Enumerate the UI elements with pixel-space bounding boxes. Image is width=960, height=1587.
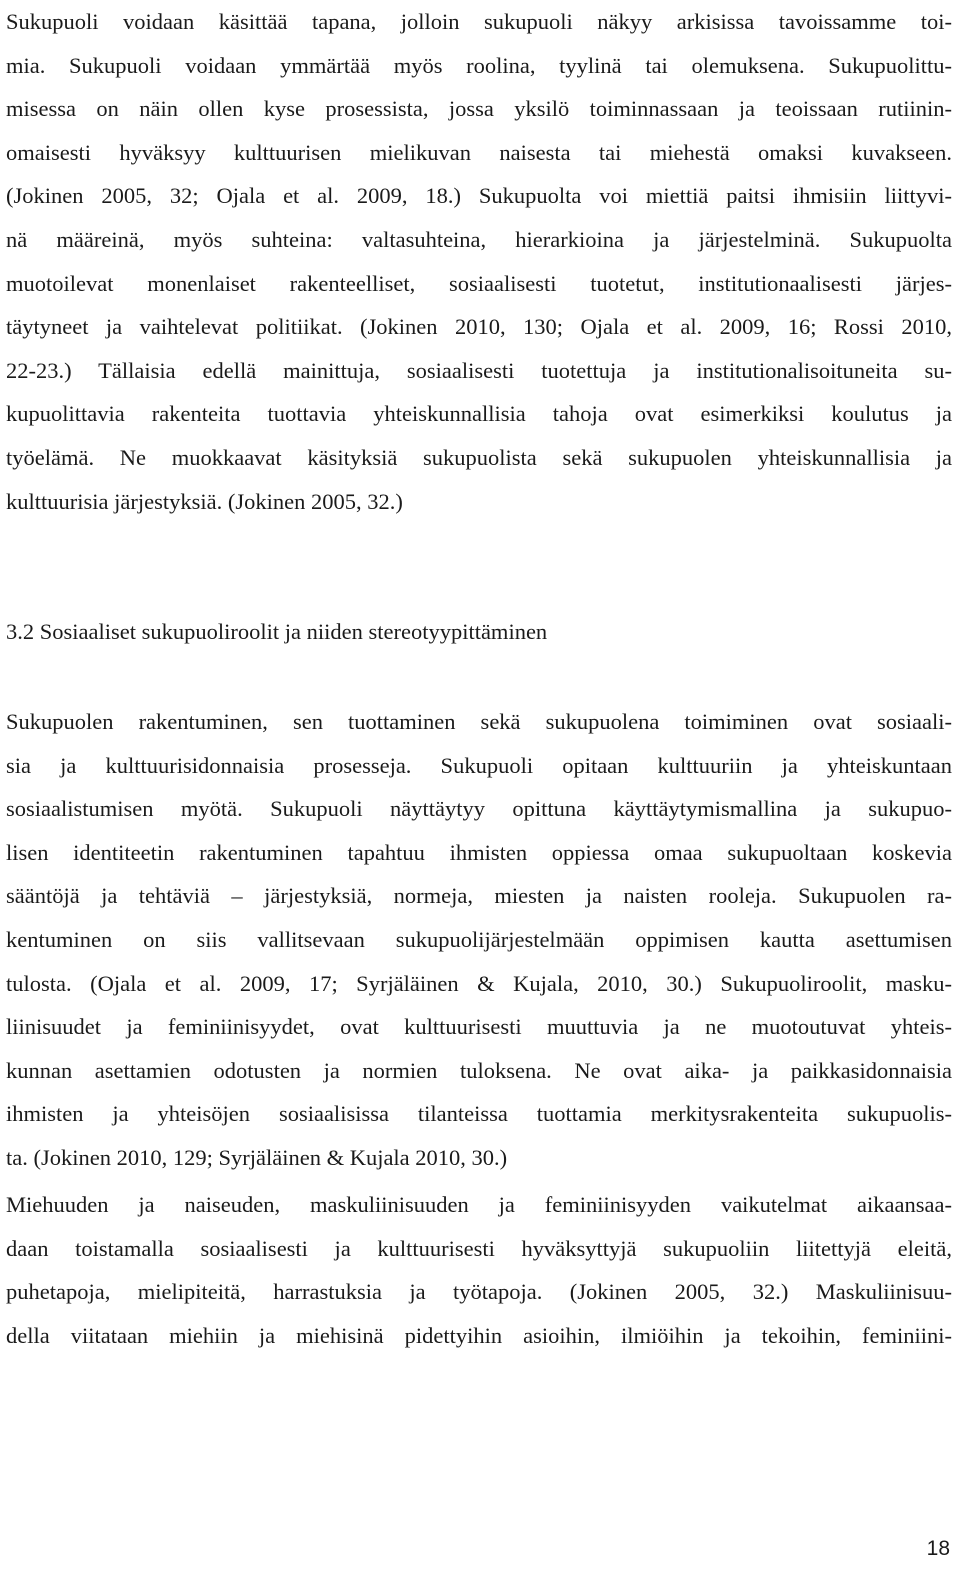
text-line: Sukupuoli voidaan käsittää tapana, jolloin sukupuoli näkyy arkisissa tavoissamme toi- bbox=[6, 9, 952, 34]
text-line: työelämä. Ne muokkaavat käsityksiä sukupuolista sekä sukupuolen yhteiskunnallisia ja bbox=[6, 444, 952, 470]
text-line: daan toistamalla sosiaalisesti ja kulttuurisesti hyväksyttyjä sukupuoliin liitettyjä eleitä, bbox=[6, 1235, 952, 1261]
paragraph-3 bbox=[6, 1183, 952, 1357]
text-line: liinisuudet ja feminiinisyydet, ovat kulttuurisesti muuttuvia ja ne muotoutuvat yhteis- bbox=[6, 1014, 952, 1040]
text-line: omaisesti hyväksyy kulttuurisen mielikuvan naisesta tai miehestä omaksi kuvakseen. bbox=[6, 139, 952, 165]
text-line: 22-23.) Tällaisia edellä mainittuja, sosiaalisesti tuotettuja ja institutionalisoituneita su- bbox=[6, 357, 952, 383]
paragraph-2 bbox=[6, 700, 952, 1180]
page-number: 18 bbox=[926, 1537, 950, 1560]
text-line: mia. Sukupuoli voidaan ymmärtää myös roolina, tyylinä tai olemuksena. Sukupuolittu- bbox=[6, 52, 952, 78]
text-line: sia ja kulttuurisidonnaisia prosesseja. Sukupuoli opitaan kulttuuriin ja yhteiskuntaan bbox=[6, 752, 952, 778]
text-line: lisen identiteetin rakentuminen tapahtuu ihmisten oppiessa omaa sukupuoltaan koskevia bbox=[6, 839, 952, 865]
text-line: täytyneet ja vaihtelevat politiikat. (Jokinen 2010, 130; Ojala et al. 2009, 16; Rossi 2010, bbox=[6, 314, 952, 340]
text-line: ihmisten ja yhteisöjen sosiaalisissa tilanteissa tuottamia merkitysrakenteita sukupuolis- bbox=[6, 1101, 952, 1127]
text-line: Miehuuden ja naiseuden, maskuliinisuuden ja feminiinisyyden vaikutelmat aikaansaa- bbox=[6, 1192, 952, 1217]
section-heading-text: 3.2 Sosiaaliset sukupuoliroolit ja niiden stereotyypittäminen bbox=[6, 619, 548, 644]
section-heading bbox=[6, 610, 952, 654]
paragraph-1 bbox=[6, 0, 952, 523]
text-line: ta. (Jokinen 2010, 129; Syrjäläinen & Kujala 2010, 30.) bbox=[6, 1144, 508, 1170]
text-line: nä määreinä, myös suhteina: valtasuhteina, hierarkioina ja järjestelminä. Sukupuolta bbox=[6, 226, 952, 252]
text-line: (Jokinen 2005, 32; Ojala et al. 2009, 18.) Sukupuolta voi miettiä paitsi ihmisiin liittyvi- bbox=[6, 183, 952, 209]
text-line: kupuolittavia rakenteita tuottavia yhteiskunnallisia tahoja ovat esimerkiksi koulutus ja bbox=[6, 401, 952, 427]
text-line: sääntöjä ja tehtäviä – järjestyksiä, normeja, miesten ja naisten rooleja. Sukupuolen ra- bbox=[6, 883, 952, 909]
text-line: della viitataan miehiin ja miehisinä pidettyihin asioihin, ilmiöihin ja tekoihin, feminiini- bbox=[6, 1322, 952, 1348]
text-line: Sukupuolen rakentuminen, sen tuottaminen sekä sukupuolena toimiminen ovat sosiaali- bbox=[6, 709, 952, 734]
text-line: sosiaalistumisen myötä. Sukupuoli näyttäytyy opittuna käyttäytymismallina ja sukupuo- bbox=[6, 796, 952, 822]
text-line: kunnan asettamien odotusten ja normien tuloksena. Ne ovat aika- ja paikkasidonnaisia bbox=[6, 1057, 952, 1083]
text-line: misessa on näin ollen kyse prosessista, jossa yksilö toiminnassaan ja teoissaan rutiinin- bbox=[6, 96, 952, 122]
text-line: puhetapoja, mielipiteitä, harrastuksia ja työtapoja. (Jokinen 2005, 32.) Maskuliinisuu- bbox=[6, 1279, 952, 1305]
text-line: muotoilevat monenlaiset rakenteelliset, sosiaalisesti tuotetut, institutionaalisesti järjes- bbox=[6, 270, 952, 296]
text-line: kentuminen on siis vallitsevaan sukupuolijärjestelmään oppimisen kautta asettumisen bbox=[6, 926, 952, 952]
text-line: kulttuurisia järjestyksiä. (Jokinen 2005, 32.) bbox=[6, 488, 403, 514]
text-line: tulosta. (Ojala et al. 2009, 17; Syrjäläinen & Kujala, 2010, 30.) Sukupuoliroolit, masku- bbox=[6, 970, 952, 996]
